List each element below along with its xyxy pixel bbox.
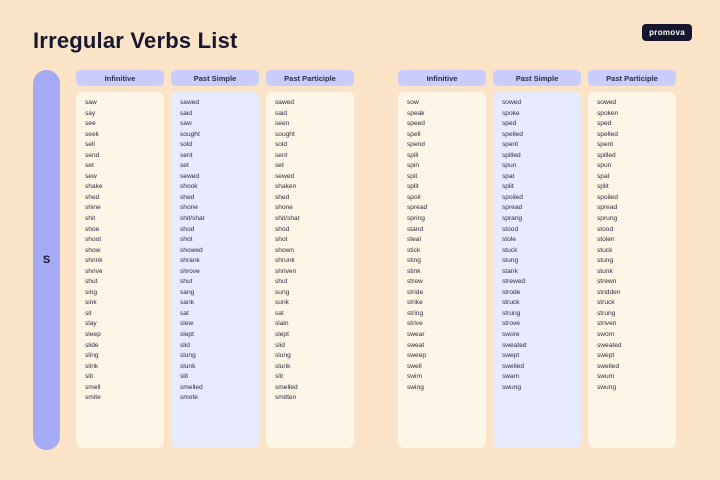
verb-item: slain [275,320,289,328]
verb-item: sling [85,352,99,360]
verb-item: spit [407,172,418,180]
verb-item: struck [597,299,615,307]
verb-item: spoiled [502,193,523,201]
verb-item: shrink [85,257,103,265]
verb-item: spring [407,215,425,223]
verb-list [398,98,486,393]
verb-item: sunk [275,299,289,307]
verb-item: split [597,183,609,191]
verb-item: sank [180,299,194,307]
verb-item: slay [85,320,97,328]
verb-item: shoot [85,236,102,244]
column-body-past-simple [171,92,259,448]
verb-item: sew [85,172,97,180]
verb-item: stunk [597,267,613,275]
verb-group-left [76,70,354,450]
verb-item: shot [275,236,288,244]
verb-item: sit [85,309,92,317]
verb-item: spoken [597,109,619,117]
verb-item: swelled [597,362,619,370]
verb-item: set [275,162,284,170]
verb-item: shed [180,193,195,201]
verb-item: slung [180,352,196,360]
verb-item: shed [275,193,290,201]
verb-item: swept [597,352,615,360]
verb-item: swung [597,383,617,391]
verb-item: strew [407,278,423,286]
letter-tab-label: S [42,254,51,266]
verb-item: strike [407,299,423,307]
verb-item: sat [180,309,189,317]
column-header-infinitive: Infinitive [398,70,486,86]
verb-item: sprang [502,215,523,223]
verb-item: shod [275,225,290,233]
verb-item: stridden [597,288,621,296]
verb-item: spell [407,130,421,138]
verb-item: smelled [275,383,298,391]
verb-list [588,98,676,393]
verb-item: said [180,109,193,117]
verb-item: spend [407,141,425,149]
verb-item: saw [180,120,192,128]
verb-item: send [85,151,100,159]
verb-item: spat [597,172,610,180]
column-header-infinitive: Infinitive [76,70,164,86]
brand-logo: promova [642,24,692,41]
verb-item: smitten [275,394,297,402]
verb-item: sped [502,120,517,128]
verb-item: shod [180,225,195,233]
column-past-participle-right [588,70,676,450]
verb-item: stank [502,267,518,275]
verb-item: slept [275,331,289,339]
verb-item: swum [597,373,615,381]
verb-item: set [85,162,94,170]
column-header-past-simple: Past Simple [171,70,259,86]
verb-item: shake [85,183,103,191]
column-body-infinitive [76,92,164,448]
verb-item: sent [275,151,288,159]
verb-item: shot [180,236,193,244]
verb-item: shit/shat [180,215,205,223]
verb-item: shook [180,183,198,191]
verb-list [171,98,259,404]
verb-item: speak [407,109,425,117]
verb-item: sink [85,299,97,307]
verb-item: striven [597,320,617,328]
verb-item: say [85,109,96,117]
verb-item: spun [502,162,517,170]
verb-item: spelled [502,130,523,138]
column-body-past-participle [588,92,676,448]
verb-item: sought [180,130,200,138]
verb-item: smelled [180,383,203,391]
verb-item: sped [597,120,612,128]
verb-item: see [85,120,96,128]
verb-item: spoil [407,193,421,201]
verb-item: seen [275,120,290,128]
verb-item: stung [502,257,519,265]
verb-item: sweated [502,341,527,349]
verb-item: spelled [597,130,618,138]
verb-item: sold [275,141,288,149]
column-infinitive-right [398,70,486,450]
verb-item: sang [180,288,195,296]
verb-item: saw [85,99,97,106]
verb-item: spent [597,141,614,149]
verb-item: spread [597,204,618,212]
verb-item: slink [85,362,99,370]
verb-item: slit [180,373,189,381]
verb-item: seek [85,130,99,138]
verb-item: steal [407,236,421,244]
verb-item: slit [275,373,284,381]
verb-item: strode [502,288,521,296]
column-header-past-participle: Past Participle [588,70,676,86]
verb-item: swore [502,331,520,339]
verb-item: stink [407,267,421,275]
column-past-simple-right [493,70,581,450]
verb-item: spread [407,204,428,212]
verb-item: stuck [502,246,518,254]
verb-item: stand [407,225,424,233]
verb-item: spoiled [597,193,618,201]
verb-item: sweep [407,352,427,360]
verb-item: shoe [85,225,100,233]
verb-item: sow [407,99,419,106]
verb-item: sung [275,288,290,296]
verb-item: shaken [275,183,297,191]
verb-item: slung [275,352,291,360]
verb-item: shown [275,246,295,254]
verb-item: shed [85,193,100,201]
verb-item: sprung [597,215,618,223]
verb-item: sawed [275,99,295,106]
verb-item: sting [407,257,421,265]
verb-item: swear [407,331,425,339]
verb-item: speed [407,120,425,128]
verb-list [266,98,354,404]
verb-item: shone [275,204,293,212]
verb-item: strung [502,309,521,317]
verb-item: shrunk [275,257,295,265]
verb-item: sawed [180,99,200,106]
verb-item: sweated [597,341,622,349]
verb-item: stuck [597,246,613,254]
verb-item: slid [180,341,190,349]
verb-item: slew [180,320,194,328]
column-past-simple-left [171,70,259,450]
verb-item: shit/shat [275,215,300,223]
verb-item: struck [502,299,520,307]
verb-item: said [275,109,288,117]
verb-list [76,98,164,404]
verb-item: stride [407,288,424,296]
verb-item: shine [85,204,101,212]
verbs-content [33,70,693,450]
column-body-past-simple [493,92,581,448]
verb-item: showed [180,246,203,254]
verb-item: sowed [502,99,522,106]
verb-item: stole [502,236,516,244]
verb-item: sworn [597,331,615,339]
verb-item: strove [502,320,520,328]
verb-item: spilled [502,151,521,159]
verb-item: set [180,162,189,170]
column-body-infinitive [398,92,486,448]
verb-item: sewed [275,172,295,180]
verb-group-right [398,70,676,450]
verb-item: spent [502,141,519,149]
verb-item: split [502,183,514,191]
verb-item: string [407,309,424,317]
page-title: Irregular Verbs List [33,28,238,53]
verb-item: spill [407,151,419,159]
verb-item: shit [85,215,96,223]
verb-list [493,98,581,393]
verb-item: slept [180,331,194,339]
verb-item: shut [275,278,288,286]
verb-item: slid [275,341,285,349]
verb-item: stood [502,225,519,233]
verb-item: spat [502,172,515,180]
verb-item: strive [407,320,423,328]
verb-item: swung [502,383,522,391]
verb-item: split [407,183,419,191]
verb-item: swell [407,362,422,370]
verb-item: shone [180,204,198,212]
column-header-past-participle: Past Participle [266,70,354,86]
verb-item: smite [85,394,101,402]
verb-item: slunk [180,362,196,370]
column-infinitive-left [76,70,164,450]
verb-item: swim [407,373,423,381]
verb-item: sought [275,130,295,138]
verb-item: sowed [597,99,617,106]
verb-item: sell [85,141,95,149]
verb-item: shrank [180,257,200,265]
verb-item: sewed [180,172,200,180]
verb-item: swelled [502,362,524,370]
verb-item: strewn [597,278,617,286]
verb-item: shrive [85,267,103,275]
group-divider [370,70,382,450]
verb-item: stung [597,257,614,265]
column-header-past-simple: Past Simple [493,70,581,86]
verb-item: swing [407,383,424,391]
verb-item: sold [180,141,193,149]
verb-item: sweat [407,341,425,349]
verb-item: sat [275,309,284,317]
verb-item: stood [597,225,614,233]
verb-item: slunk [275,362,291,370]
verb-item: slit [85,373,94,381]
verb-item: shriven [275,267,297,275]
verb-item: smote [180,394,198,402]
verb-item: swept [502,352,520,360]
verb-item: show [85,246,101,254]
verb-item: shut [85,278,98,286]
verb-item: stolen [597,236,615,244]
verb-item: spread [502,204,523,212]
column-past-participle-left [266,70,354,450]
column-body-past-participle [266,92,354,448]
verb-item: swam [502,373,520,381]
verb-item: stick [407,246,421,254]
verb-item: sleep [85,331,101,339]
verb-item: strung [597,309,616,317]
verb-item: smell [85,383,101,391]
verb-item: shrove [180,267,200,275]
verb-item: sing [85,288,98,296]
verb-item: shut [180,278,193,286]
verb-item: spilled [597,151,616,159]
verb-item: spin [407,162,420,170]
verb-item: spun [597,162,612,170]
letter-tab-s [33,70,60,450]
verb-item: strewed [502,278,526,286]
verb-item: slide [85,341,99,349]
verb-item: spoke [502,109,520,117]
verb-item: sent [180,151,193,159]
